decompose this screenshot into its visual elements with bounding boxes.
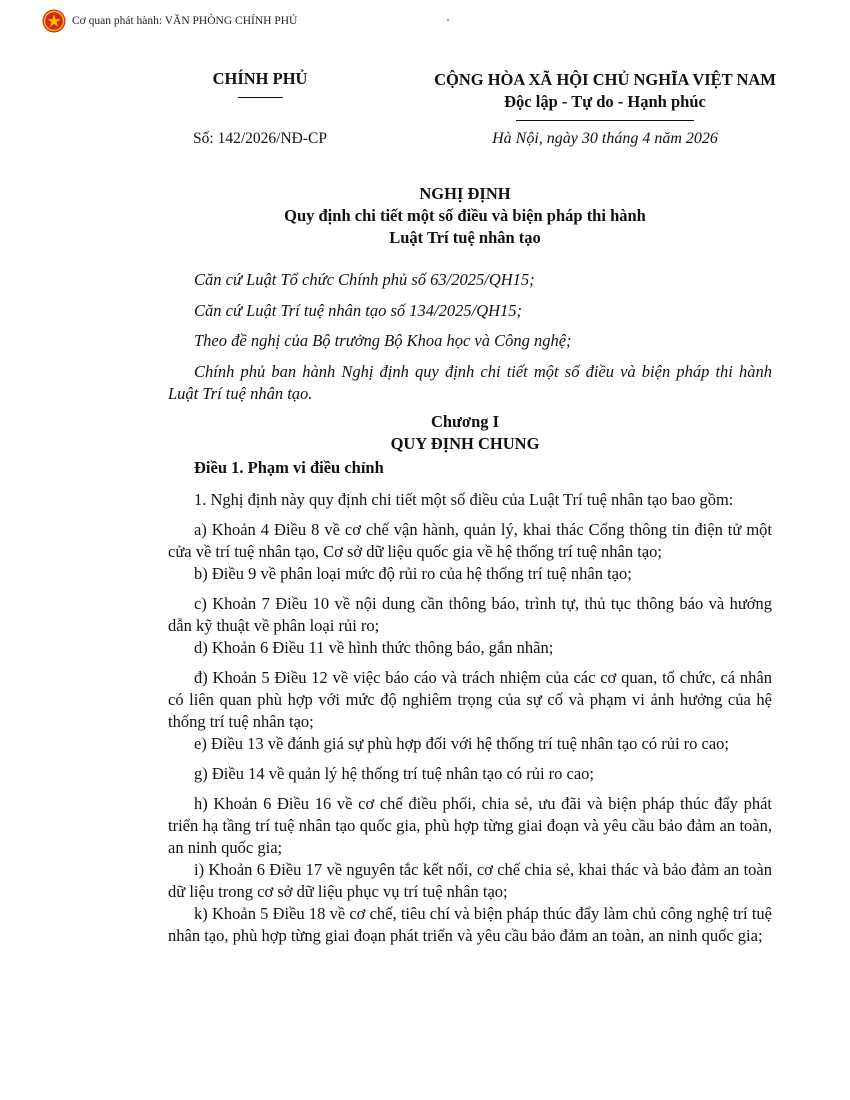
list-item-a: a) Khoản 4 Điều 8 về cơ chế vận hành, quản lý, khai thác Cổng thông tin điện tử một cửa về trí tuệ nhân tạo, Cơ sở dữ liệu quốc gia về hệ thống trí tuệ nhân tạo; [168,520,772,561]
list-item-i: i) Khoản 6 Điều 17 về nguyên tắc kết nối, cơ chế chia sẻ, khai thác và bảo đảm an toàn dữ liệu trong cơ sở dữ liệu phục vụ trí tuệ nhân tạo; [168,860,772,901]
clause-1: 1. Nghị định này quy định chi tiết một số điều của Luật Trí tuệ nhân tạo bao gồm: [194,490,734,509]
scan-speck [447,19,449,21]
list-item-dd: đ) Khoản 5 Điều 12 về việc báo cáo và trách nhiệm của các cơ quan, tổ chức, cá nhân có liên quan phù hợp với mức độ nghiêm trọng của sự cố và phạm vi ảnh hưởng của hệ thống trí tuệ nhân tạo; [168,668,772,731]
issuer-bar [42,9,297,33]
document-title [160,183,770,249]
legal-basis-3: Theo đề nghị của Bộ trưởng Bộ Khoa học và Công nghệ; [194,331,572,350]
enactment-clause: Chính phủ ban hành Nghị định quy định chi tiết một số điều và biện pháp thi hành Luật Trí tuệ nhân tạo. [168,362,772,403]
document-number: Số: 142/2026/NĐ-CP [193,130,327,147]
legal-basis-2: Căn cứ Luật Trí tuệ nhân tạo số 134/2025/QH15; [194,301,523,320]
issuer-text: Cơ quan phát hành: VĂN PHÒNG CHÍNH PHỦ [72,15,298,27]
list-item-k: k) Khoản 5 Điều 18 về cơ chế, tiêu chí và biện pháp thúc đẩy làm chủ công nghệ trí tuệ nhân tạo, phù hợp từng giai đoạn phát triển và yêu cầu bảo đảm an toàn, an ninh quốc gia; [168,904,772,945]
list-item-e: e) Điều 13 về đánh giá sự phù hợp đối với hệ thống trí tuệ nhân tạo có rủi ro cao; [194,734,730,753]
article-heading: Điều 1. Phạm vi điều chỉnh [194,458,384,477]
document-type: NGHỊ ĐỊNH [419,184,511,203]
legal-basis-1: Căn cứ Luật Tổ chức Chính phủ số 63/2025/QH15; [194,270,535,289]
chapter-name: QUY ĐỊNH CHUNG [390,434,540,453]
agency-underline [238,97,283,98]
chapter-heading [160,411,770,455]
national-emblem-icon [42,9,66,33]
nation-name: CỘNG HÒA XÃ HỘI CHỦ NGHĨA VIỆT NAM [434,70,776,89]
agency-name: CHÍNH PHỦ [212,69,308,88]
national-heading [385,69,825,121]
national-motto: Độc lập - Tự do - Hạnh phúc [504,92,706,111]
title-line-2: Luật Trí tuệ nhân tạo [389,228,541,247]
chapter-number: Chương I [430,412,500,431]
agency-block [160,69,360,98]
list-item-b: b) Điều 9 về phân loại mức độ rủi ro của hệ thống trí tuệ nhân tạo; [194,564,632,583]
place-date: Hà Nội, ngày 30 tháng 4 năm 2026 [492,130,718,147]
list-item-d: d) Khoản 6 Điều 11 về hình thức thông báo, gắn nhãn; [194,638,554,657]
list-item-c: c) Khoản 7 Điều 10 về nội dung cần thông báo, trình tự, thủ tục thông báo và hướng dẫn kỹ thuật về phân loại rủi ro; [168,594,772,635]
list-item-g: g) Điều 14 về quản lý hệ thống trí tuệ nhân tạo có rủi ro cao; [194,764,595,783]
title-line-1: Quy định chi tiết một số điều và biện pháp thi hành [284,206,646,225]
motto-underline [516,120,694,121]
list-item-h: h) Khoản 6 Điều 16 về cơ chế điều phối, chia sẻ, ưu đãi và biện pháp thúc đẩy phát triển hạ tầng trí tuệ nhân tạo quốc gia, phù hợp từng giai đoạn và yêu cầu bảo đảm an toàn, an ninh quốc gia; [168,794,772,857]
